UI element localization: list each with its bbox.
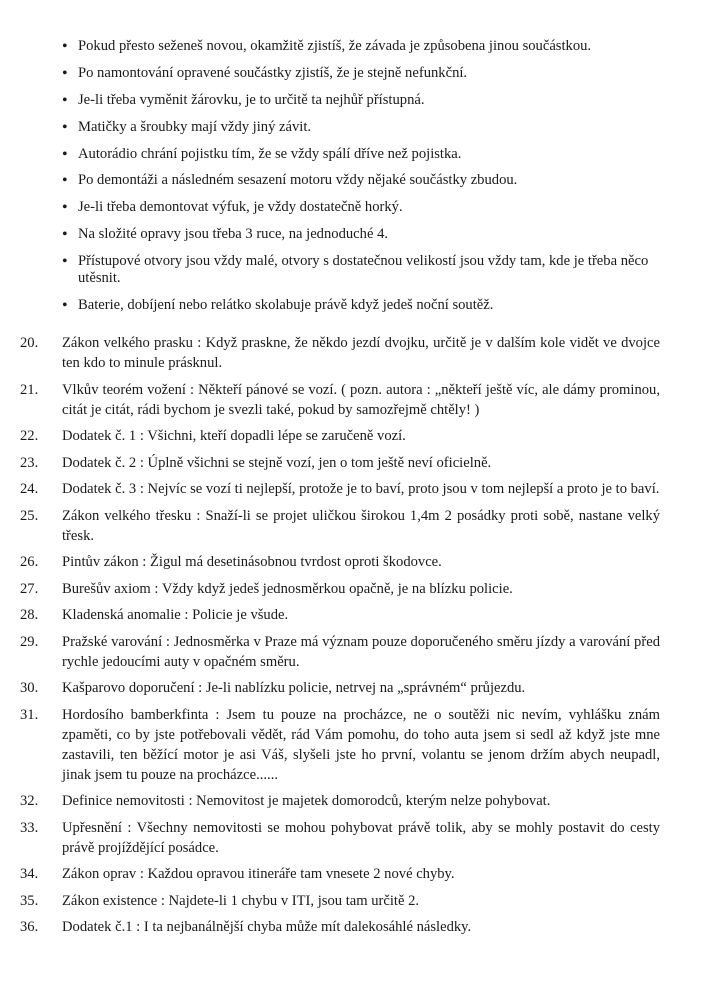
law-item — [20, 552, 660, 572]
law-item — [20, 678, 660, 698]
bullet-item: • Na složité opravy jsou třeba 3 ruce, na jednoduché 4. — [62, 226, 662, 243]
law-number: 29. — [20, 633, 39, 650]
law-number: 27. — [20, 580, 39, 597]
bullet-item: • Přístupové otvory jsou vždy malé, otvory s dostatečnou velikostí jsou vždy tam, kde je třeba něco utěsnit. — [62, 253, 662, 287]
law-item — [20, 891, 660, 911]
bullet-item: • Autorádio chrání pojistku tím, že se vždy spálí dříve než pojistka. — [62, 146, 662, 163]
law-title: Dodatek č. 3 — [62, 481, 137, 497]
law-item — [20, 426, 660, 446]
law-text: : Policie je všude. — [180, 607, 289, 623]
law-text: : Žigul má desetinásobnou tvrdost oproti škodovce. — [138, 554, 442, 570]
law-text: : Je-li nablízku policie, netrvej na „správném“ průjezdu. — [194, 680, 526, 696]
law-number: 25. — [20, 507, 39, 524]
law-number: 31. — [20, 706, 39, 723]
law-number: 30. — [20, 680, 39, 696]
law-title: Definice nemovitosti — [62, 793, 185, 809]
law-text: : Najdete-li 1 chybu v ITI, jsou tam určitě 2. — [157, 892, 420, 909]
law-text: : Úplně všichni se stejně vozí, jen o tom ještě neví oficielně. — [136, 454, 492, 471]
law-number: 22. — [20, 428, 39, 444]
law-title: Pražské varování — [62, 633, 163, 650]
law-title: Zákon velkého prasku — [62, 335, 193, 351]
law-text: : Jsem tu pouze na procházce, ne o soutěži nic nevím, vyhlášku znám zpaměti, co by jste potřebovali vědět, rád Vám pomohu, do toho auta jsem si sedl až když jste mne zastavili, ten běžící motor je asi Váš, slyšeli jste ho první, volantu se jenom držím abych neupadl, jinak jsem tu pouze na procházce...... — [62, 706, 660, 783]
law-item — [20, 632, 660, 672]
law-title: Kladenská anomalie — [62, 607, 181, 623]
law-item — [20, 917, 660, 937]
law-text: : Vždy když jedeš jednosměrkou opačně, je na blízku policie. — [150, 580, 513, 597]
law-title: Upřesnění — [62, 819, 122, 836]
law-item — [20, 791, 660, 811]
law-text: : Když praskne, že někdo jezdí dvojku, určitě je v dalším kole vidět ve dvojce ten kdo to minule prásknul. — [62, 335, 660, 371]
law-number: 23. — [20, 454, 39, 471]
law-item — [20, 579, 660, 599]
law-text: : I ta nejbanálnější chyba může mít dalekosáhlé následky. — [132, 919, 472, 935]
law-text: : Nemovitost je majetek domorodců, kterým nelze pohybovat. — [184, 793, 551, 809]
law-text: : Snaží-li se projet uličkou širokou 1,4m 2 posádky proti sobě, nastane velký třesk. — [62, 507, 660, 544]
law-title: Dodatek č. 1 — [62, 428, 137, 444]
law-title: Dodatek č. 2 — [62, 454, 137, 471]
law-number: 20. — [20, 335, 39, 351]
law-item — [20, 479, 660, 499]
law-item — [20, 705, 660, 785]
law-number: 32. — [20, 793, 39, 809]
law-text: : Jednosměrka v Praze má význam pouze doporučeného směru jízdy a varování před rychle jedoucími auty v opačném směru. — [62, 633, 660, 670]
law-number: 26. — [20, 554, 39, 570]
law-text: : Nejvíc se vozí ti nejlepší, protože je to baví, proto jsou v tom nejlepší a proto je to baví. — [136, 481, 660, 497]
law-title: Zákon existence — [62, 892, 158, 909]
law-number: 33. — [20, 819, 39, 836]
law-text: : Každou opravou itineráře tam vnesete 2 nové chyby. — [136, 866, 455, 882]
law-number: 28. — [20, 607, 39, 623]
law-text: : Někteří pánové se vozí. ( pozn. autora : „někteří ještě víc, ale dámy prominou, citát je citát, rádi bychom je svezli také, pokud by samozřejmě chtěly! ) — [62, 381, 660, 418]
law-text: : Všechny nemovitosti se mohou pohybovat právě tolik, aby se mohly postavit do cesty právě projíždějící posádce. — [62, 819, 660, 856]
bullet-item: • Baterie, dobíjení nebo relátko skolabuje právě když jedeš noční soutěž. — [62, 297, 662, 314]
law-title: Zákon oprav — [62, 866, 137, 882]
law-item — [20, 333, 660, 373]
law-title: Hordosího bamberkfinta — [62, 706, 209, 723]
law-title: Zákon velkého třesku — [62, 507, 192, 524]
law-title: Kašparovo doporučení — [62, 680, 195, 696]
law-number: 34. — [20, 866, 39, 882]
law-number: 36. — [20, 919, 39, 935]
law-item — [20, 605, 660, 625]
bullet-list — [62, 38, 662, 324]
law-number: 24. — [20, 481, 39, 497]
law-title: Burešův axiom — [62, 580, 151, 597]
law-item — [20, 506, 660, 546]
law-title: Dodatek č.1 — [62, 919, 133, 935]
bullet-item: • Je-li třeba demontovat výfuk, je vždy dostatečně horký. — [62, 199, 662, 216]
bullet-item: • Po demontáži a následném sesazení motoru vždy nějaké součástky zbudou. — [62, 172, 662, 189]
law-item — [20, 818, 660, 858]
law-number: 21. — [20, 381, 39, 398]
bullet-item: • Po namontování opravené součástky zjistíš, že je stejně nefunkční. — [62, 65, 662, 82]
law-number: 35. — [20, 892, 39, 909]
law-text: : Všichni, kteří dopadli lépe se zaručeně vozí. — [136, 428, 406, 444]
law-item — [20, 453, 660, 473]
law-title: Pintův zákon — [62, 554, 139, 570]
numbered-law-list — [20, 333, 660, 944]
law-item — [20, 380, 660, 420]
bullet-item: • Matičky a šroubky mají vždy jiný závit. — [62, 119, 662, 136]
bullet-item: • Je-li třeba vyměnit žárovku, je to určitě ta nejhůř přístupná. — [62, 92, 662, 109]
bullet-item: • Pokud přesto seženeš novou, okamžitě zjistíš, že závada je způsobena jinou součástkou. — [62, 38, 662, 55]
law-title: Vlkův teorém vožení — [62, 381, 186, 398]
law-item — [20, 864, 660, 884]
